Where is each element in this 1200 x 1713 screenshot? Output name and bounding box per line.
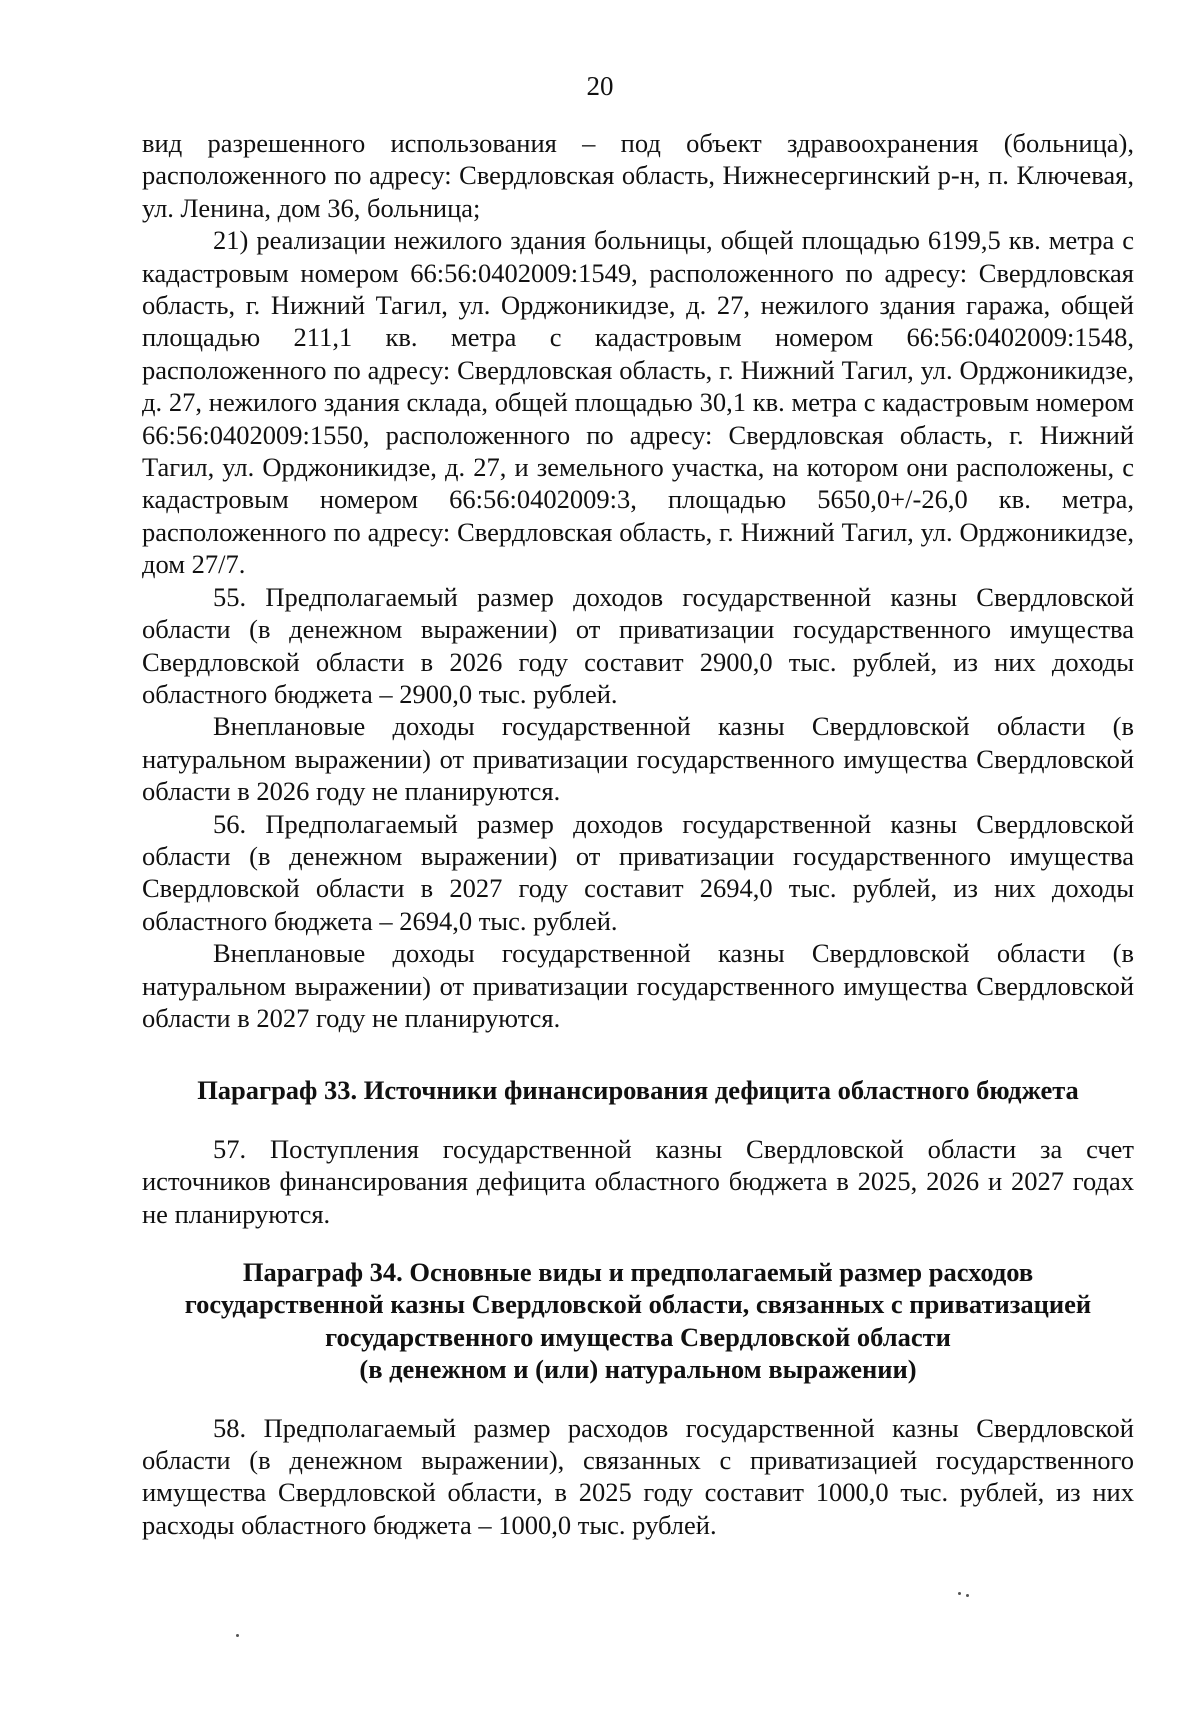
section-heading-33: Параграф 33. Источники финансирования дефицита областного бюджета bbox=[197, 1075, 1079, 1106]
paragraph-56-unplanned: Внеплановые доходы государственной казны Свердловской области (в натуральном выражении) от приватизации государственного имущества Свердловской области в 2027 году не планируются. bbox=[142, 938, 1134, 1033]
paragraph-56: 56. Предполагаемый размер доходов государственной казны Свердловской области (в денежном выражении) от приватизации государственного имущества Свердловской области в 2027 году составит 2694,0 тыс. рублей, из них доходы областного бюджета – 2694,0 тыс. рублей. bbox=[142, 808, 1134, 936]
section-heading-34 bbox=[142, 1256, 1134, 1386]
paragraph-58: 58. Предполагаемый размер расходов государственной казны Свердловской области (в денежном выражении), связанных с приватизацией государственного имущества Свердловской области, в 2025 году составит 1000,0 тыс. рублей, из них расходы областного бюджета – 1000,0 тыс. рублей. bbox=[142, 1412, 1134, 1540]
scan-speck bbox=[236, 1634, 239, 1637]
section-heading-34-line-1: Параграф 34. Основные виды и предполагаемый размер расходов bbox=[242, 1257, 1034, 1287]
paragraph-item-21: 21) реализации нежилого здания больницы, общей площадью 6199,5 кв. метра с кадастровым номером 66:56:0402009:1549, расположенного по адресу: Свердловская область, г. Нижний Тагил, ул. Орджоникидзе, д. 27, нежилого здания гаража, общей площадью 211,1 кв. метра с кадастровым номером 66:56:0402009:1548, расположенного по адресу: Свердловская область, г. Нижний Тагил, ул. Орджоникидзе, д. 27, нежилого здания склада, общей площадью 30,1 кв. метра с кадастровым номером 66:56:0402009:1550, расположенного по адресу: Свердловская область, г. Нижний Тагил, ул. Орджоникидзе, д. 27, и земельного участка, на котором они расположены, с кадастровым номером 66:56:0402009:3, площадью 5650,0+/-26,0 кв. метра, расположенного по адресу: Свердловская область, г. Нижний Тагил, ул. Орджоникидзе, дом 27/7. bbox=[142, 225, 1134, 580]
document-body bbox=[142, 127, 1134, 1541]
paragraph-55: 55. Предполагаемый размер доходов государственной казны Свердловской области (в денежном выражении) от приватизации государственного имущества Свердловской области в 2026 году составит 2900,0 тыс. рублей, из них доходы областного бюджета – 2900,0 тыс. рублей. bbox=[142, 581, 1134, 709]
paragraph-55-unplanned: Внеплановые доходы государственной казны Свердловской области (в натуральном выражении) от приватизации государственного имущества Свердловской области в 2026 году не планируются. bbox=[142, 711, 1134, 807]
scan-speck bbox=[966, 1594, 969, 1597]
scan-speck bbox=[958, 1592, 961, 1595]
section-heading-34-line-2: государственной казны Свердловской области, связанных с приватизацией bbox=[184, 1289, 1092, 1320]
paragraph-57: 57. Поступления государственной казны Свердловской области за счет источников финансирования дефицита областного бюджета в 2025, 2026 и 2027 годах не планируются. bbox=[142, 1133, 1134, 1229]
paragraph-continuation: вид разрешенного использования – под объект здравоохранения (больница), расположенного по адресу: Свердловская область, Нижнесергинский р-н, п. Ключевая, ул. Ленина, дом 36, больница; bbox=[142, 128, 1134, 223]
page-number: 20 bbox=[586, 71, 614, 101]
section-heading-34-line-3: государственного имущества Свердловской области bbox=[325, 1321, 951, 1352]
section-heading-34-line-4: (в денежном и (или) натуральном выражении) bbox=[359, 1354, 917, 1385]
